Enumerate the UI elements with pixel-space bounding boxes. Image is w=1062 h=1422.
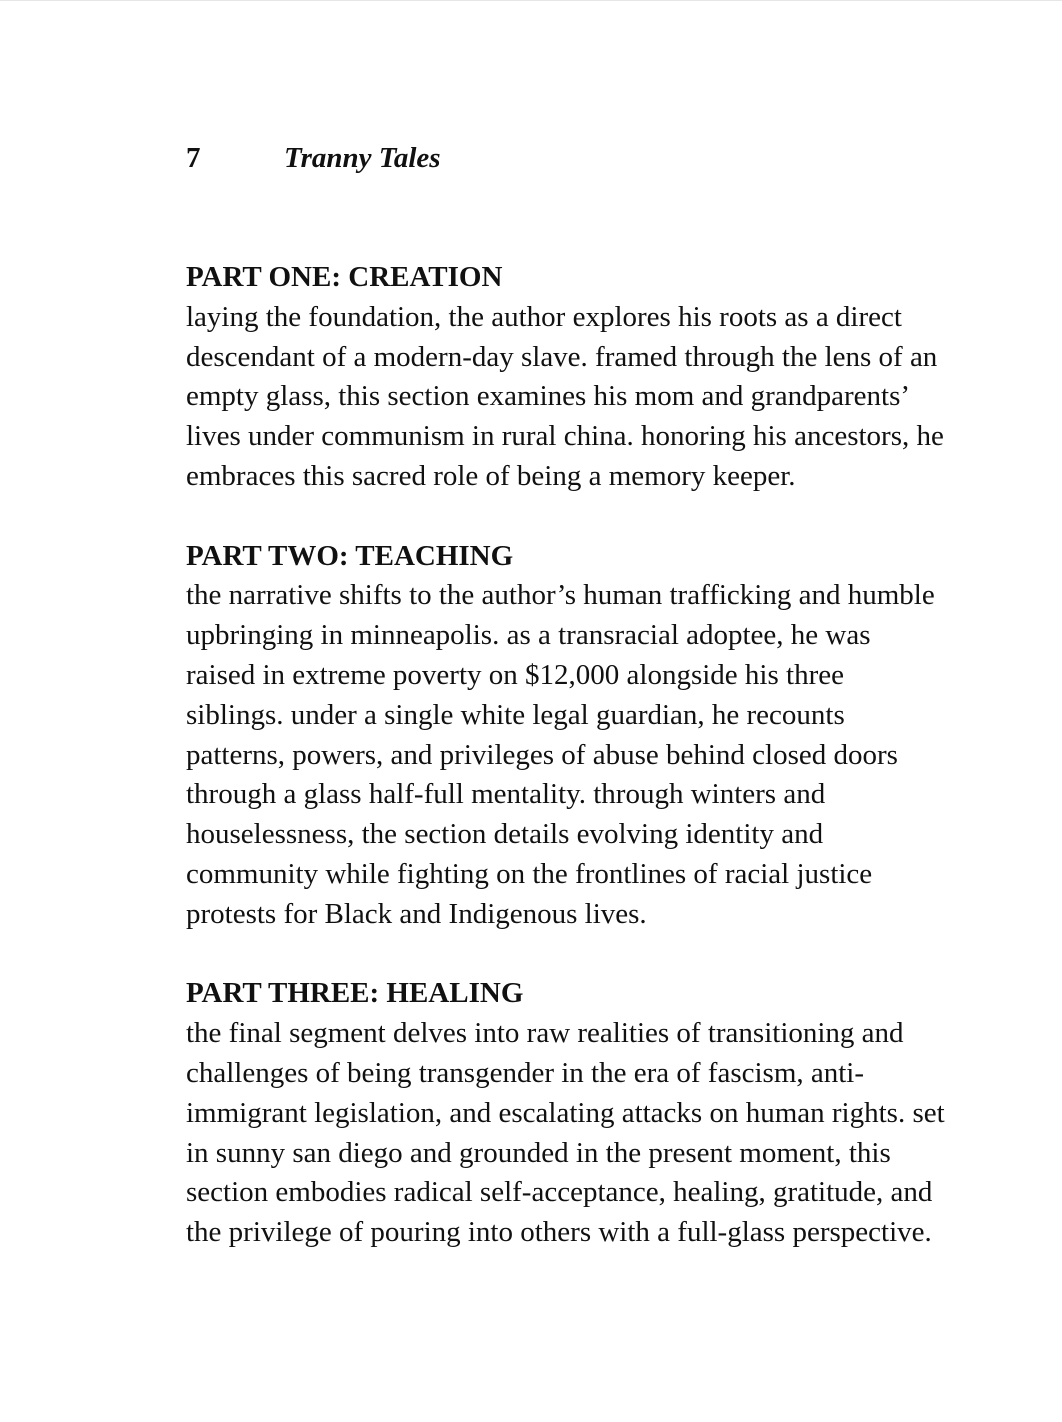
top-divider xyxy=(0,0,1062,1)
running-header xyxy=(186,138,441,178)
section-body: the narrative shifts to the author’s human trafficking and humble upbringing in minneapolis. as a transracial adoptee, he was raised in extreme poverty on $12,000 alongside his three siblings. under a single white legal guardian, he recounts patterns, powers, and privileges of abuse behind closed doors through a glass half-full mentality. through winters and houselessness, the section details evolving identity and community while fighting on the frontlines of racial justice protests for Black and Indigenous lives. xyxy=(186,579,935,930)
page-content xyxy=(186,258,946,1293)
section-heading: PART THREE: HEALING xyxy=(186,977,524,1010)
page-number: 7 xyxy=(186,142,201,174)
section-part-one xyxy=(186,258,946,497)
section-part-two xyxy=(186,537,946,935)
section-heading: PART ONE: CREATION xyxy=(186,261,503,293)
section-body: the final segment delves into raw realities of transitioning and challenges of being transgender in the era of fascism, anti-immigrant legislation, and escalating attacks on human rights. set in sunny san diego and grounded in the present moment, this section embodies radical self-acceptance, healing, gratitude, and the privilege of pouring into others with a full-glass perspective. xyxy=(186,1017,945,1249)
section-heading: PART TWO: TEACHING xyxy=(186,539,514,572)
section-body: laying the foundation, the author explores his roots as a direct descendant of a modern-day slave. framed through the lens of an empty glass, this section examines his mom and grandparents’ lives under communism in rural china. honoring his ancestors, he embraces this sacred role of being a memory keeper. xyxy=(186,300,944,492)
book-title: Tranny Tales xyxy=(284,142,441,174)
section-part-three xyxy=(186,974,946,1253)
